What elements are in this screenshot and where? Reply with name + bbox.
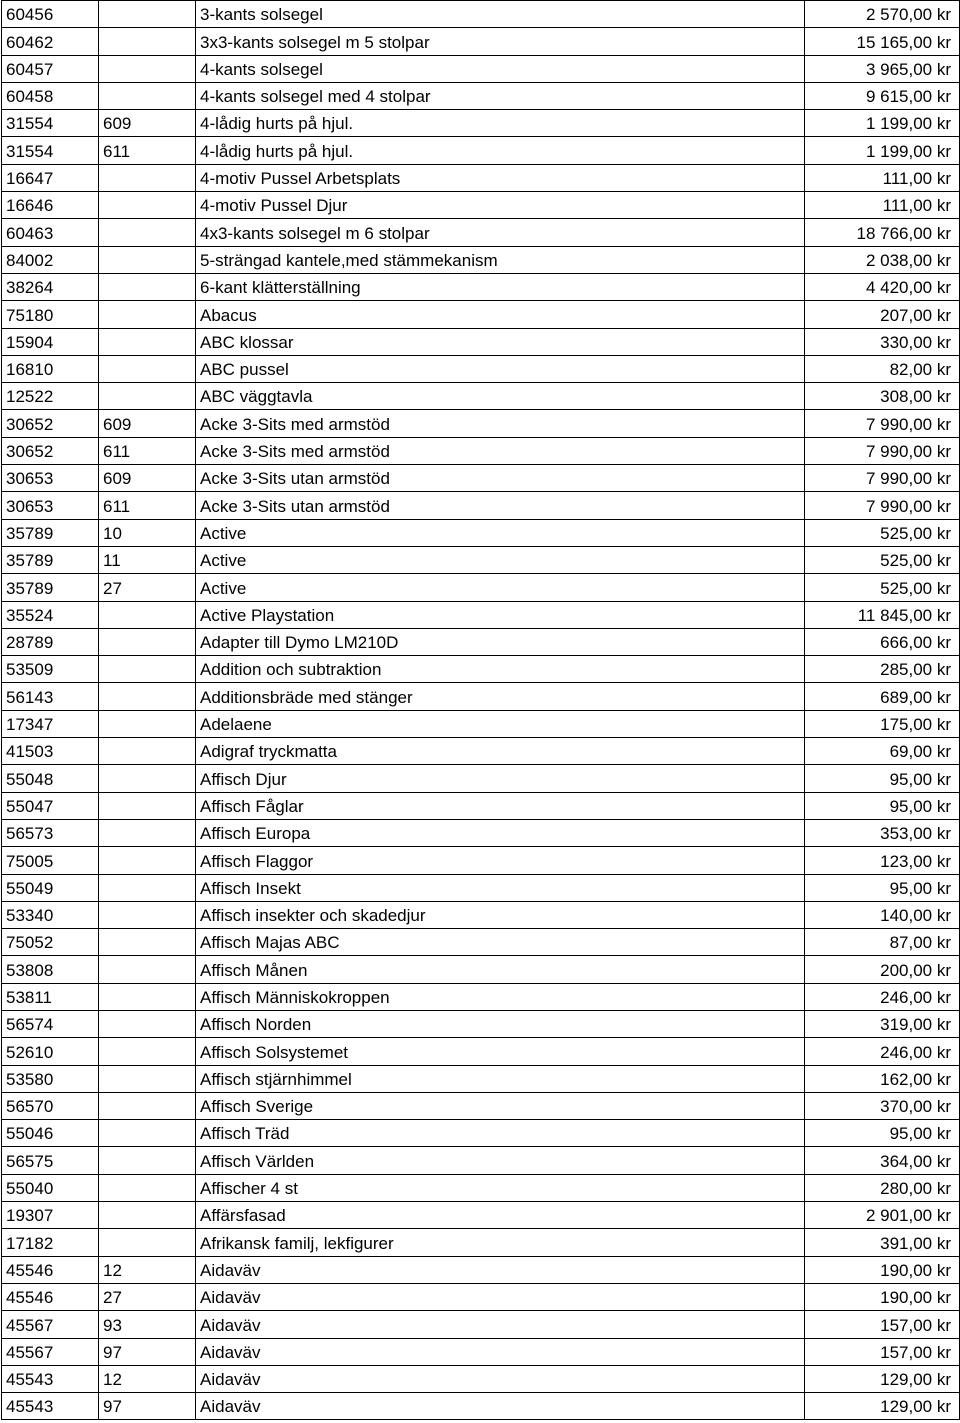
table-row [2,901,960,928]
price-cell: 95,00 kr [805,874,960,901]
variant-code-cell [99,1038,196,1065]
table-row [2,601,960,628]
table-row [2,519,960,546]
table-row [2,1120,960,1147]
article-number-cell: 55049 [2,874,99,901]
variant-code-cell: 12 [99,1256,196,1283]
article-number-cell: 30652 [2,437,99,464]
price-cell: 15 165,00 kr [805,28,960,55]
variant-code-cell: 12 [99,1365,196,1392]
product-name-cell: Aidaväv [196,1256,805,1283]
price-cell: 200,00 kr [805,956,960,983]
table-row [2,246,960,273]
product-name-cell: Aidaväv [196,1311,805,1338]
article-number-cell: 53509 [2,656,99,683]
price-cell: 82,00 kr [805,355,960,382]
variant-code-cell [99,983,196,1010]
table-row [2,710,960,737]
price-cell: 280,00 kr [805,1174,960,1201]
variant-code-cell [99,956,196,983]
article-number-cell: 60463 [2,219,99,246]
variant-code-cell [99,683,196,710]
product-name-cell: Affärsfasad [196,1202,805,1229]
price-cell: 157,00 kr [805,1338,960,1365]
variant-code-cell: 609 [99,410,196,437]
variant-code-cell: 93 [99,1311,196,1338]
price-cell: 689,00 kr [805,683,960,710]
variant-code-cell [99,1229,196,1256]
article-number-cell: 60458 [2,82,99,109]
variant-code-cell [99,355,196,382]
variant-code-cell [99,1147,196,1174]
price-cell: 525,00 kr [805,519,960,546]
table-row [2,1010,960,1037]
article-number-cell: 28789 [2,628,99,655]
price-cell: 95,00 kr [805,792,960,819]
table-row [2,55,960,82]
price-cell: 285,00 kr [805,656,960,683]
variant-code-cell [99,1,196,28]
price-cell: 319,00 kr [805,1010,960,1037]
product-name-cell: ABC väggtavla [196,383,805,410]
price-cell: 9 615,00 kr [805,82,960,109]
price-cell: 175,00 kr [805,710,960,737]
variant-code-cell: 10 [99,519,196,546]
variant-code-cell [99,765,196,792]
price-cell: 1 199,00 kr [805,110,960,137]
variant-code-cell [99,1120,196,1147]
product-name-cell: Abacus [196,301,805,328]
article-number-cell: 75052 [2,929,99,956]
table-row [2,192,960,219]
product-name-cell: Additionsbräde med stänger [196,683,805,710]
product-name-cell: 3-kants solsegel [196,1,805,28]
product-name-cell: Acke 3-Sits med armstöd [196,437,805,464]
table-row [2,1338,960,1365]
price-list-body [2,1,960,1420]
variant-code-cell: 609 [99,110,196,137]
price-cell: 2 570,00 kr [805,1,960,28]
variant-code-cell [99,55,196,82]
article-number-cell: 56574 [2,1010,99,1037]
table-row [2,164,960,191]
price-cell: 7 990,00 kr [805,492,960,519]
article-number-cell: 45567 [2,1311,99,1338]
variant-code-cell [99,301,196,328]
price-list-table [1,0,960,1420]
product-name-cell: 4-motiv Pussel Djur [196,192,805,219]
price-cell: 4 420,00 kr [805,273,960,300]
price-cell: 370,00 kr [805,1092,960,1119]
variant-code-cell [99,847,196,874]
price-cell: 11 845,00 kr [805,601,960,628]
table-row [2,328,960,355]
product-name-cell: Affisch Fåglar [196,792,805,819]
variant-code-cell [99,1174,196,1201]
table-row [2,1092,960,1119]
price-cell: 7 990,00 kr [805,410,960,437]
product-name-cell: 4-lådig hurts på hjul. [196,110,805,137]
price-cell: 111,00 kr [805,164,960,191]
product-name-cell: 4-motiv Pussel Arbetsplats [196,164,805,191]
variant-code-cell [99,1065,196,1092]
price-cell: 95,00 kr [805,765,960,792]
article-number-cell: 56570 [2,1092,99,1119]
price-cell: 129,00 kr [805,1393,960,1420]
variant-code-cell [99,219,196,246]
table-row [2,847,960,874]
article-number-cell: 53811 [2,983,99,1010]
price-cell: 2 901,00 kr [805,1202,960,1229]
table-row [2,1202,960,1229]
table-row [2,1365,960,1392]
table-row [2,956,960,983]
price-cell: 353,00 kr [805,819,960,846]
table-row [2,465,960,492]
variant-code-cell: 27 [99,1283,196,1310]
price-cell: 190,00 kr [805,1283,960,1310]
product-name-cell: Affisch Världen [196,1147,805,1174]
price-cell: 129,00 kr [805,1365,960,1392]
table-row [2,765,960,792]
product-name-cell: Active Playstation [196,601,805,628]
variant-code-cell [99,929,196,956]
variant-code-cell [99,792,196,819]
product-name-cell: 4-lådig hurts på hjul. [196,137,805,164]
article-number-cell: 16810 [2,355,99,382]
product-name-cell: Affisch stjärnhimmel [196,1065,805,1092]
article-number-cell: 16647 [2,164,99,191]
table-row [2,492,960,519]
product-name-cell: Affischer 4 st [196,1174,805,1201]
table-row [2,355,960,382]
price-cell: 308,00 kr [805,383,960,410]
article-number-cell: 35789 [2,519,99,546]
article-number-cell: 53808 [2,956,99,983]
product-name-cell: Afrikansk familj, lekfigurer [196,1229,805,1256]
product-name-cell: Active [196,519,805,546]
price-cell: 207,00 kr [805,301,960,328]
table-row [2,874,960,901]
product-name-cell: Aidaväv [196,1393,805,1420]
article-number-cell: 45543 [2,1393,99,1420]
product-name-cell: Affisch Solsystemet [196,1038,805,1065]
variant-code-cell [99,901,196,928]
article-number-cell: 17347 [2,710,99,737]
article-number-cell: 55046 [2,1120,99,1147]
article-number-cell: 75180 [2,301,99,328]
article-number-cell: 84002 [2,246,99,273]
price-cell: 95,00 kr [805,1120,960,1147]
product-name-cell: Addition och subtraktion [196,656,805,683]
product-name-cell: Acke 3-Sits med armstöd [196,410,805,437]
variant-code-cell [99,874,196,901]
product-name-cell: 4-kants solsegel [196,55,805,82]
table-row [2,301,960,328]
table-row [2,137,960,164]
product-name-cell: Adapter till Dymo LM210D [196,628,805,655]
product-name-cell: Adigraf tryckmatta [196,738,805,765]
price-cell: 391,00 kr [805,1229,960,1256]
variant-code-cell [99,1202,196,1229]
article-number-cell: 55040 [2,1174,99,1201]
article-number-cell: 35789 [2,574,99,601]
variant-code-cell [99,328,196,355]
variant-code-cell: 611 [99,492,196,519]
product-name-cell: Affisch Norden [196,1010,805,1037]
variant-code-cell [99,656,196,683]
product-name-cell: Affisch Människokroppen [196,983,805,1010]
variant-code-cell: 609 [99,465,196,492]
price-cell: 246,00 kr [805,1038,960,1065]
variant-code-cell [99,164,196,191]
price-cell: 7 990,00 kr [805,437,960,464]
variant-code-cell [99,82,196,109]
product-name-cell: Adelaene [196,710,805,737]
article-number-cell: 35524 [2,601,99,628]
table-row [2,656,960,683]
article-number-cell: 35789 [2,546,99,573]
product-name-cell: Affisch Månen [196,956,805,983]
article-number-cell: 16646 [2,192,99,219]
table-row [2,273,960,300]
article-number-cell: 30653 [2,492,99,519]
variant-code-cell [99,1010,196,1037]
article-number-cell: 75005 [2,847,99,874]
price-cell: 246,00 kr [805,983,960,1010]
table-row [2,1256,960,1283]
table-row [2,1147,960,1174]
article-number-cell: 55047 [2,792,99,819]
price-cell: 525,00 kr [805,574,960,601]
table-row [2,110,960,137]
variant-code-cell [99,1092,196,1119]
variant-code-cell [99,28,196,55]
variant-code-cell [99,601,196,628]
product-name-cell: Acke 3-Sits utan armstöd [196,492,805,519]
table-row [2,1,960,28]
product-name-cell: Acke 3-Sits utan armstöd [196,465,805,492]
variant-code-cell [99,710,196,737]
article-number-cell: 30653 [2,465,99,492]
article-number-cell: 45546 [2,1283,99,1310]
product-name-cell: Affisch Majas ABC [196,929,805,956]
variant-code-cell: 611 [99,437,196,464]
product-name-cell: 4x3-kants solsegel m 6 stolpar [196,219,805,246]
product-name-cell: Affisch Djur [196,765,805,792]
product-name-cell: Aidaväv [196,1365,805,1392]
table-row [2,546,960,573]
product-name-cell: Affisch Sverige [196,1092,805,1119]
article-number-cell: 19307 [2,1202,99,1229]
table-row [2,628,960,655]
product-name-cell: ABC klossar [196,328,805,355]
variant-code-cell: 97 [99,1393,196,1420]
article-number-cell: 31554 [2,110,99,137]
price-cell: 525,00 kr [805,546,960,573]
price-cell: 69,00 kr [805,738,960,765]
product-name-cell: Aidaväv [196,1283,805,1310]
article-number-cell: 30652 [2,410,99,437]
article-number-cell: 53580 [2,1065,99,1092]
article-number-cell: 12522 [2,383,99,410]
variant-code-cell [99,628,196,655]
price-cell: 157,00 kr [805,1311,960,1338]
article-number-cell: 45567 [2,1338,99,1365]
price-cell: 666,00 kr [805,628,960,655]
table-row [2,983,960,1010]
table-row [2,219,960,246]
table-row [2,1311,960,1338]
product-name-cell: 4-kants solsegel med 4 stolpar [196,82,805,109]
table-row [2,1065,960,1092]
product-name-cell: 6-kant klätterställning [196,273,805,300]
table-row [2,28,960,55]
table-row [2,410,960,437]
product-name-cell: Affisch insekter och skadedjur [196,901,805,928]
article-number-cell: 17182 [2,1229,99,1256]
article-number-cell: 53340 [2,901,99,928]
variant-code-cell: 97 [99,1338,196,1365]
price-cell: 123,00 kr [805,847,960,874]
article-number-cell: 60456 [2,1,99,28]
article-number-cell: 41503 [2,738,99,765]
variant-code-cell [99,383,196,410]
article-number-cell: 55048 [2,765,99,792]
variant-code-cell: 611 [99,137,196,164]
table-row [2,437,960,464]
article-number-cell: 60457 [2,55,99,82]
variant-code-cell [99,273,196,300]
variant-code-cell [99,738,196,765]
variant-code-cell [99,246,196,273]
price-cell: 140,00 kr [805,901,960,928]
table-row [2,738,960,765]
variant-code-cell: 11 [99,546,196,573]
article-number-cell: 31554 [2,137,99,164]
article-number-cell: 56143 [2,683,99,710]
table-row [2,792,960,819]
price-cell: 3 965,00 kr [805,55,960,82]
product-name-cell: Active [196,546,805,573]
article-number-cell: 45543 [2,1365,99,1392]
price-cell: 1 199,00 kr [805,137,960,164]
variant-code-cell: 27 [99,574,196,601]
table-row [2,1283,960,1310]
table-row [2,1229,960,1256]
price-cell: 111,00 kr [805,192,960,219]
table-row [2,1393,960,1420]
article-number-cell: 56575 [2,1147,99,1174]
price-cell: 364,00 kr [805,1147,960,1174]
table-row [2,819,960,846]
article-number-cell: 52610 [2,1038,99,1065]
table-row [2,82,960,109]
product-name-cell: 3x3-kants solsegel m 5 stolpar [196,28,805,55]
product-name-cell: Active [196,574,805,601]
table-row [2,574,960,601]
product-name-cell: Affisch Europa [196,819,805,846]
price-cell: 2 038,00 kr [805,246,960,273]
article-number-cell: 56573 [2,819,99,846]
table-row [2,383,960,410]
table-row [2,1174,960,1201]
article-number-cell: 60462 [2,28,99,55]
article-number-cell: 15904 [2,328,99,355]
price-cell: 18 766,00 kr [805,219,960,246]
table-row [2,929,960,956]
product-name-cell: Aidaväv [196,1338,805,1365]
price-cell: 7 990,00 kr [805,465,960,492]
article-number-cell: 38264 [2,273,99,300]
table-row [2,683,960,710]
product-name-cell: 5-strängad kantele,med stämmekanism [196,246,805,273]
variant-code-cell [99,819,196,846]
price-cell: 330,00 kr [805,328,960,355]
product-name-cell: ABC pussel [196,355,805,382]
price-cell: 190,00 kr [805,1256,960,1283]
variant-code-cell [99,192,196,219]
price-cell: 162,00 kr [805,1065,960,1092]
product-name-cell: Affisch Insekt [196,874,805,901]
article-number-cell: 45546 [2,1256,99,1283]
price-cell: 87,00 kr [805,929,960,956]
product-name-cell: Affisch Flaggor [196,847,805,874]
table-row [2,1038,960,1065]
product-name-cell: Affisch Träd [196,1120,805,1147]
